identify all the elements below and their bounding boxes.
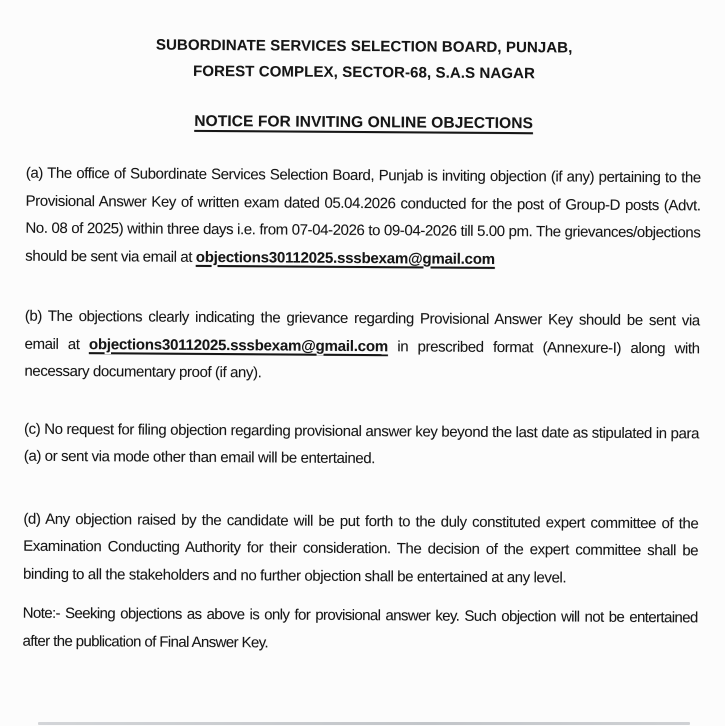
paragraph-a [25, 160, 701, 275]
objection-email-paragraph-b: objections30112025.sssbexam@gmail.com [88, 335, 389, 355]
page-bottom-scan-artifact [38, 722, 690, 725]
paragraph-a-text: (a) The office of Subordinate Services Selection Board, Punjab is inviting objection (if any) pertaining to the Provisional Answer Key of written exam dated 05.04.2026 conducted for the post of Group-D posts (Advt. No. 08 of 2025) within three days i.e. from 07-04-2026 to 09-04-2026 till 5.00 pm. The grievances/objections should be sent via email at [25, 164, 701, 266]
org-address-line: FOREST COMPLEX, SECTOR-68, S.A.S NAGAR [192, 62, 536, 83]
paragraph-b-text-before: (b) The objections clearly indicating the grievance regarding Provisional Answer Key should be sent via email at [24, 307, 700, 353]
paragraph-b-text-after: in prescribed format (Annexure-I) along with necessary documentary proof (if any). [24, 337, 700, 382]
paragraph-c: (c) No request for filing objection regarding provisional answer key beyond the last date as stipulated in para (a) or sent via mode other than email will be entertained. [23, 420, 700, 468]
paragraph-d: (d) Any objection raised by the candidate will be put forth to the duly constituted expert committee of the Examination Conducting Authority for their consideration. The decision of the expert committee shall be binding to all the stakeholders and no further objection shall be entertained at any level. [22, 510, 699, 586]
note-paragraph: Note:- Seeking objections as above is only for provisional answer key. Such objection will not be entertained after the publication of Final Answer Key. [22, 604, 698, 651]
notice-title: NOTICE FOR INVITING ONLINE OBJECTIONS [194, 112, 534, 133]
objection-email-paragraph-a: objections30112025.sssbexam@gmail.com [195, 248, 495, 268]
notice-title-row [26, 108, 701, 139]
paragraph-b [24, 303, 700, 390]
org-name-line: SUBORDINATE SERVICES SELECTION BOARD, PUNJAB, [155, 36, 573, 57]
